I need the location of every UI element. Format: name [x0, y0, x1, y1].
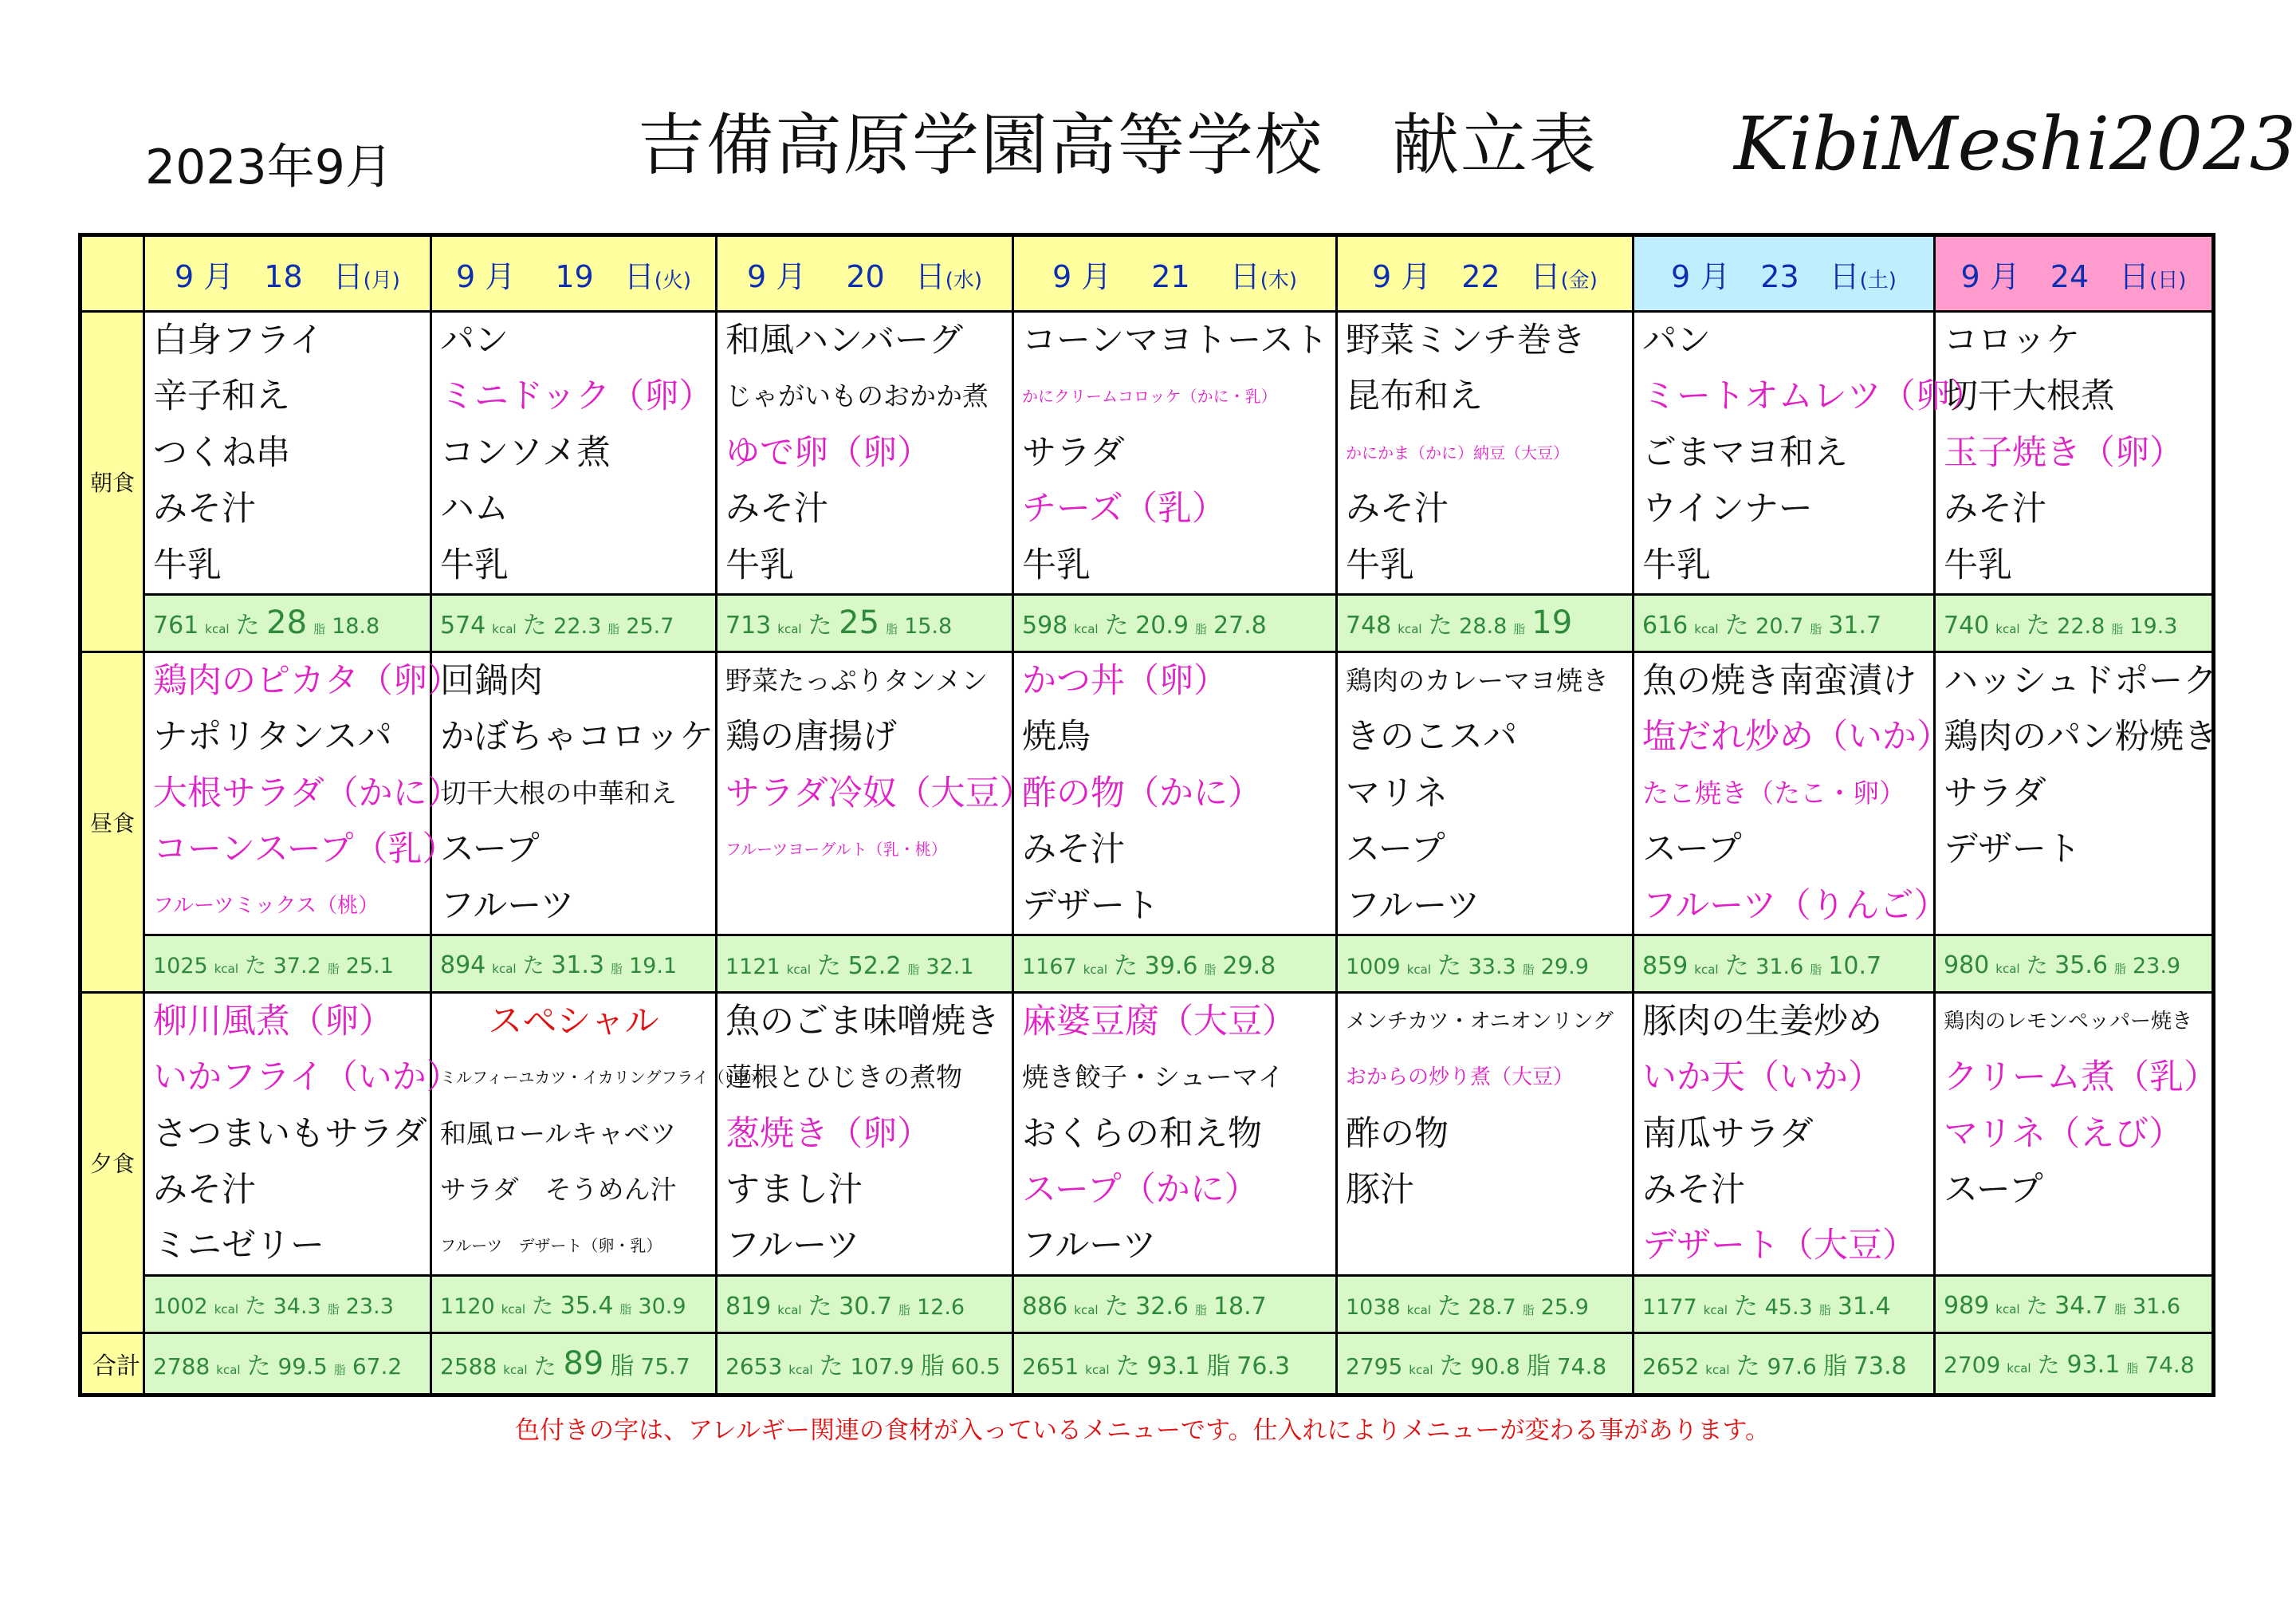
menu-item: 鶏肉のパン粉焼き	[1944, 717, 2218, 758]
total-cell: 2788 kcal た 99.5 脂 67.2	[144, 1333, 431, 1395]
nutrition-cell: 894 kcal た 31.3 脂 19.1	[431, 935, 717, 992]
nutrition-cell: 1167 kcal た 39.6 脂 29.8	[1013, 935, 1337, 992]
menu-item: 和風ハンバーグ	[725, 321, 963, 360]
menu-item: つくね串	[153, 432, 290, 473]
menu-item: 牛乳	[1944, 545, 2012, 585]
menu-item: 焼鳥	[1022, 717, 1091, 758]
menu-cell	[431, 312, 717, 595]
menu-item-allergen: クリーム煮（乳）	[1944, 1057, 2218, 1098]
menu-item: スープ	[1642, 829, 1742, 870]
menu-cell	[431, 992, 773, 1275]
menu-item: みそ汁	[1642, 1170, 1745, 1210]
total-cell: 2588 kcal た 89 脂 75.7	[431, 1333, 717, 1395]
menu-item: ミニゼリー	[153, 1226, 324, 1266]
menu-item: パン	[1642, 321, 1711, 360]
nutrition-cell: 1009 kcal た 33.3 脂 29.9	[1337, 935, 1634, 992]
menu-cell	[1013, 312, 1337, 595]
menu-item-allergen: ミートオムレツ（卵）	[1642, 376, 1984, 417]
nutrition-cell: 713 kcal た 25 脂 15.8	[717, 594, 1013, 652]
day-header-sat: 9 月 23 日(土)	[1634, 235, 1935, 312]
menu-cell	[1935, 992, 2218, 1275]
day-header-sun: 9 月 24 日(日)	[1935, 235, 2214, 312]
nutrition-cell: 1002 kcal た 34.3 脂 23.3	[144, 1275, 431, 1333]
menu-item: 昆布和え	[1346, 376, 1483, 417]
nutrition-cell: 598 kcal た 20.9 脂 27.8	[1013, 594, 1337, 652]
menu-item: 牛乳	[725, 545, 794, 585]
menu-item: サラダ そうめん汁	[440, 1174, 677, 1206]
nutrition-cell: 748 kcal た 28.8 脂 19	[1337, 594, 1634, 652]
menu-item: みそ汁	[1022, 829, 1125, 870]
day-header-mon: 9 月 18 日(月)	[144, 235, 431, 312]
total-cell: 2709 kcal た 93.1 脂 74.8	[1935, 1333, 2214, 1395]
nutrition-cell: 761 kcal た 28 脂 18.8	[144, 594, 431, 652]
menu-item: じゃがいものおかか煮	[725, 380, 989, 412]
menu-item: 和風ロールキャベツ	[440, 1117, 677, 1149]
menu-item: 鶏肉のカレーマヨ焼き	[1346, 664, 1609, 696]
menu-item: かぼちゃコロッケ	[440, 717, 714, 758]
menu-item: 牛乳	[153, 545, 222, 585]
menu-item: フルーツ	[1022, 1226, 1157, 1266]
menu-item: サラダ	[1022, 432, 1125, 473]
menu-item: 焼き餃子・シューマイ	[1022, 1061, 1284, 1093]
menu-item: 蓮根とひじきの煮物	[725, 1061, 962, 1093]
menu-item: 鶏の唐揚げ	[725, 717, 897, 758]
menu-item-allergen: かにクリームコロッケ（かに・乳）	[1022, 387, 1277, 407]
menu-item	[1338, 1218, 1632, 1273]
menu-item-allergen: フルーツ（りんご）	[1642, 885, 1948, 926]
menu-item: 豚肉の生姜炒め	[1642, 1001, 1882, 1041]
menu-item: みそ汁	[153, 1170, 256, 1210]
menu-item: 切干大根の中華和え	[440, 777, 677, 809]
nutrition-cell: 1120 kcal た 35.4 脂 30.9	[431, 1275, 717, 1333]
menu-item: ミルフィーユカツ・イカリングフライ（いか）	[440, 1068, 773, 1088]
nutrition-cell: 1177 kcal た 45.3 脂 31.4	[1634, 1275, 1935, 1333]
menu-item: 牛乳	[1642, 545, 1711, 585]
lunch-row	[81, 652, 2214, 935]
menu-item: パン	[440, 321, 509, 360]
menu-item-allergen: ゆで卵（卵）	[725, 432, 931, 473]
menu-item-allergen: いか天（いか）	[1642, 1057, 1882, 1098]
menu-item: フルーツ デザート（卵・乳）	[440, 1236, 662, 1256]
menu-item-allergen: いかフライ（いか）	[153, 1057, 461, 1098]
menu-item: 魚のごま味噌焼き	[725, 1001, 1000, 1041]
menu-cell	[1935, 312, 2214, 595]
menu-table	[78, 233, 2218, 1397]
menu-item-allergen: かつ丼（卵）	[1022, 660, 1228, 701]
menu-item: デザート	[1944, 829, 2081, 870]
meal-label-lunch: 昼食	[81, 652, 144, 992]
menu-item: 切干大根煮	[1944, 376, 2115, 417]
menu-item	[1936, 878, 2211, 934]
menu-cell	[717, 312, 1013, 595]
total-row	[81, 1333, 2214, 1395]
menu-item: みそ汁	[153, 489, 256, 529]
menu-item: 南瓜サラダ	[1642, 1113, 1814, 1154]
menu-item: コロッケ	[1944, 321, 2081, 360]
page-title: 吉備高原学園高等学校 献立表	[638, 106, 1598, 184]
menu-cell	[1935, 652, 2218, 935]
menu-cell	[1013, 652, 1337, 935]
menu-item: マリネ	[1346, 773, 1449, 813]
menu-item-allergen: 葱焼き（卵）	[725, 1113, 931, 1154]
menu-item: みそ汁	[1944, 489, 2046, 529]
menu-item: フルーツ	[725, 1226, 860, 1266]
menu-item: スープ	[1944, 1170, 2043, 1210]
nutrition-cell: 1121 kcal た 52.2 脂 32.1	[717, 935, 1013, 992]
nutrition-cell: 616 kcal た 20.7 脂 31.7	[1634, 594, 1935, 652]
menu-item-allergen: たこ焼き（たこ・卵）	[1642, 777, 1905, 809]
menu-item-allergen: 鶏肉のピカタ（卵）	[153, 660, 462, 701]
dinner-nutrition-row	[81, 1275, 2214, 1333]
menu-item-allergen: 玉子焼き（卵）	[1944, 432, 2184, 473]
menu-item-allergen: スープ（かに）	[1022, 1170, 1259, 1210]
day-header-row	[81, 235, 2214, 312]
menu-cell	[144, 312, 431, 595]
menu-cell	[1337, 652, 1634, 935]
menu-item: コンソメ煮	[440, 432, 611, 473]
menu-item: スープ	[440, 829, 540, 870]
menu-item-allergen: ミニドック（卵）	[440, 376, 714, 417]
menu-item-allergen: 酢の物（かに）	[1022, 773, 1262, 813]
nutrition-cell: 819 kcal た 30.7 脂 12.6	[717, 1275, 1013, 1333]
menu-item: 酢の物	[1346, 1113, 1449, 1154]
month-label: 2023年9月	[145, 140, 393, 195]
menu-cell	[1634, 312, 1984, 595]
menu-item-allergen: 麻婆豆腐（大豆）	[1022, 1001, 1296, 1041]
menu-item: フルーツ	[440, 885, 575, 926]
dinner-row	[81, 992, 2214, 1275]
menu-item-allergen: チーズ（乳）	[1022, 489, 1226, 529]
menu-item: ウインナー	[1642, 489, 1813, 529]
menu-item: ハッシュドポーク	[1944, 660, 2218, 701]
total-cell: 2795 kcal た 90.8 脂 74.8	[1337, 1333, 1634, 1395]
menu-item-allergen: おからの炒り煮（大豆）	[1346, 1065, 1575, 1090]
menu-item: 白身フライ	[153, 321, 324, 360]
menu-item: 野菜ミンチ巻き	[1346, 321, 1586, 360]
menu-item-allergen: サラダ冷奴（大豆）	[725, 773, 1034, 813]
menu-cell	[144, 992, 461, 1275]
menu-item: フルーツ	[1346, 885, 1480, 926]
menu-cell	[144, 652, 462, 935]
menu-cell	[1634, 992, 1935, 1275]
menu-cell	[1634, 652, 1951, 935]
menu-item-allergen: フルーツミックス（桃）	[153, 893, 379, 918]
total-cell: 2653 kcal た 107.9 脂 60.5	[717, 1333, 1013, 1395]
menu-item-allergen: 大根サラダ（かに）	[153, 773, 462, 813]
breakfast-row	[81, 312, 2214, 595]
menu-item: 牛乳	[440, 545, 509, 585]
total-cell: 2651 kcal た 93.1 脂 76.3	[1013, 1333, 1337, 1395]
menu-item: スープ	[1346, 829, 1445, 870]
menu-item: みそ汁	[725, 489, 828, 529]
nutrition-cell: 1038 kcal た 28.7 脂 25.9	[1337, 1275, 1634, 1333]
menu-item: 回鍋肉	[440, 660, 543, 701]
breakfast-nutrition-row	[81, 594, 2214, 652]
nutrition-cell: 989 kcal た 34.7 脂 31.6	[1935, 1275, 2214, 1333]
menu-item-allergen: フルーツヨーグルト（乳・桃）	[725, 840, 947, 860]
total-cell: 2652 kcal た 97.6 脂 73.8	[1634, 1333, 1935, 1395]
day-header-thu: 9 月 21 日(木)	[1013, 235, 1337, 312]
total-label: 合計	[81, 1333, 144, 1395]
nutrition-cell: 740 kcal た 22.8 脂 19.3	[1935, 594, 2214, 652]
menu-cell	[717, 992, 1013, 1275]
menu-item: みそ汁	[1346, 489, 1449, 529]
allergy-note: 色付きの字は、アレルギー関連の食材が入っているメニューです。仕入れによりメニューが変わる事があります。	[514, 1416, 1771, 1445]
kibimeshi-logo: KibiMeshi2023	[1734, 101, 2296, 187]
day-header-tue: 9 月 19 日(火)	[431, 235, 717, 312]
menu-item: 牛乳	[1022, 545, 1091, 585]
day-header-wed: 9 月 20 日(水)	[717, 235, 1013, 312]
nutrition-cell: 886 kcal た 32.6 脂 18.7	[1013, 1275, 1337, 1333]
nutrition-cell: 859 kcal た 31.6 脂 10.7	[1634, 935, 1935, 992]
menu-item: 魚の焼き南蛮漬け	[1642, 660, 1917, 701]
menu-item-allergen: 柳川風煮（卵）	[153, 1001, 393, 1041]
lunch-nutrition-row	[81, 935, 2214, 992]
menu-item: 野菜たっぷりタンメン	[725, 664, 989, 696]
menu-item: コーンマヨトースト	[1022, 321, 1328, 360]
menu-item: ナポリタンスパ	[153, 717, 392, 758]
menu-item	[1936, 1218, 2211, 1273]
menu-item: おくらの和え物	[1022, 1113, 1262, 1154]
day-header-fri: 9 月 22 日(金)	[1337, 235, 1634, 312]
menu-item-allergen: コーンスープ（乳）	[153, 829, 457, 870]
menu-item: さつまいもサラダ	[153, 1113, 427, 1154]
menu-item-allergen: デザート（大豆）	[1642, 1226, 1917, 1266]
meal-label-dinner: 夕食	[81, 992, 144, 1333]
menu-item: きのこスパ	[1346, 717, 1517, 758]
menu-cell	[717, 652, 1034, 935]
menu-item-allergen: かにかま（かに）納豆（大豆）	[1346, 443, 1569, 463]
menu-item: デザート	[1022, 885, 1159, 926]
menu-item-special: スペシャル	[488, 1001, 659, 1041]
corner-cell	[81, 235, 144, 312]
nutrition-cell: 1025 kcal た 37.2 脂 25.1	[144, 935, 431, 992]
menu-item: 豚汁	[1346, 1170, 1414, 1210]
menu-item: ハム	[440, 489, 509, 529]
menu-item: ごまマヨ和え	[1642, 432, 1848, 473]
menu-item: メンチカツ・オニオンリング	[1346, 1009, 1614, 1033]
menu-item-allergen: 塩だれ炒め（いか）	[1642, 717, 1951, 758]
menu-cell	[1013, 992, 1337, 1275]
menu-item: サラダ	[1944, 773, 2046, 813]
menu-cell	[1337, 992, 1634, 1275]
nutrition-cell: 574 kcal た 22.3 脂 25.7	[431, 594, 717, 652]
menu-item: 辛子和え	[153, 376, 290, 417]
menu-item	[718, 878, 1012, 934]
menu-item: 鶏肉のレモンペッパー焼き	[1944, 1009, 2193, 1033]
menu-item: すまし汁	[725, 1170, 863, 1210]
menu-item-allergen: マリネ（えび）	[1944, 1113, 2184, 1154]
menu-cell	[431, 652, 717, 935]
menu-item: 牛乳	[1346, 545, 1414, 585]
menu-cell	[1337, 312, 1634, 595]
meal-label-breakfast: 朝食	[81, 312, 144, 652]
nutrition-cell: 980 kcal た 35.6 脂 23.9	[1935, 935, 2214, 992]
